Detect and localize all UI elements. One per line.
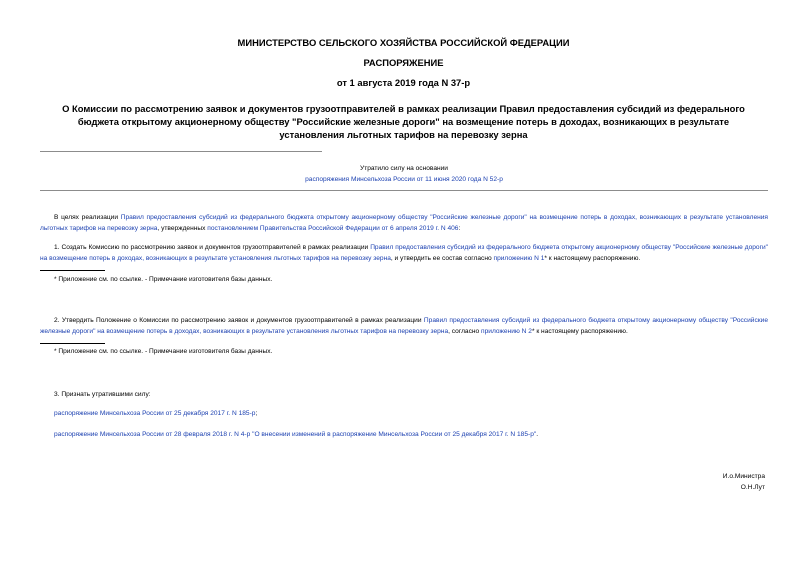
- status-link-row: [40, 176, 768, 183]
- item-3-text: 3. Признать утратившими силу:: [54, 391, 151, 398]
- item-1-text-2: , и утвердить ее состав согласно: [390, 254, 494, 262]
- item-2-rules-link[interactable]: Правил предоставления субсидий из федерального бюджета открытому акционерному обществу "Российские железные дороги" на возмещение потерь в доходах, возникающих в результате установления льготных тарифов на перевозку зерна: [40, 317, 768, 335]
- document-type: РАСПОРЯЖЕНИЕ: [363, 57, 444, 68]
- footnote-divider-1: [40, 270, 105, 271]
- rules-link[interactable]: Правил предоставления субсидий из федерального бюджета открытому акционерному обществу "Российские железные дороги" на возмещение потерь в доходах, возникающих в результате установления льготных тарифов на перевозку зерна: [40, 214, 769, 232]
- item-1-text-1: 1. Создать Комиссию по рассмотрению заявок и документов грузоотправителей в рамках реализации: [54, 244, 371, 251]
- repeal-link[interactable]: распоряжения Минсельхоза России от 11 июня 2020 года N 52-р: [305, 176, 503, 183]
- item-1-paragraph: [40, 243, 768, 264]
- repealed-sep-a: ;: [255, 410, 258, 417]
- repealed-item-a: [40, 409, 768, 420]
- preamble-text-1: В целях реализации: [54, 214, 121, 221]
- footnote-2: * Приложение см. по ссылке. - Примечание изготовителя базы данных.: [54, 348, 273, 355]
- repealed-sep-b: .: [536, 431, 539, 438]
- decree-link[interactable]: постановлением Правительства Российской Федерации от 6 апреля 2019 г. N 406: [207, 224, 459, 232]
- preamble-paragraph: [40, 213, 768, 234]
- signature-name: О.Н.Лут: [740, 484, 765, 491]
- divider-short: [40, 151, 322, 152]
- footnote-divider-2: [40, 343, 105, 344]
- item-1-text-3: * к настоящему распоряжению.: [544, 254, 641, 262]
- appendix-2-link[interactable]: приложению N 2: [481, 327, 532, 335]
- repealed-link-b[interactable]: распоряжение Минсельхоза России от 28 февраля 2018 г. N 4-р "О внесении изменений в распоряжение Минсельхоза России от 25 декабря 2017 г. N 185-р": [54, 431, 537, 438]
- document-title: О Комиссии по рассмотрению заявок и документов грузоотправителей в рамках реализации Правил предоставления субсидий из федерального бюджета открытому акционерному обществу "Российские железные дороги" на возмещение потерь в доходах, возникающих в результате установления льготных тарифов на перевозку зерна: [62, 103, 745, 140]
- signature-position: И.о.Министра: [722, 473, 765, 480]
- repealed-link-a[interactable]: распоряжение Минсельхоза России от 25 декабря 2017 г. N 185-р: [54, 410, 256, 417]
- document-date: от 1 августа 2019 года N 37-р: [336, 77, 471, 88]
- appendix-1-link[interactable]: приложению N 1: [493, 254, 545, 262]
- divider-full: [40, 190, 768, 191]
- item-1-rules-link[interactable]: Правил предоставления субсидий из федерального бюджета открытому акционерному обществу "Российские железные дороги" на возмещение потерь в доходах, возникающих в результате установления льготных тарифов на перевозку зерна: [40, 244, 768, 262]
- item-2-text-2: , согласно: [448, 327, 482, 335]
- ministry-heading: МИНИСТЕРСТВО СЕЛЬСКОГО ХОЗЯЙСТВА РОССИЙСКОЙ ФЕДЕРАЦИИ: [237, 37, 570, 48]
- item-2-text-3: * к настоящему распоряжению.: [531, 327, 628, 335]
- preamble-text-2: , утвержденных: [157, 224, 208, 232]
- repealed-item-b: [40, 430, 768, 441]
- footnote-1: * Приложение см. по ссылке. - Примечание изготовителя базы данных.: [54, 276, 273, 283]
- preamble-text-3: :: [458, 224, 461, 232]
- item-2-text-1: 2. Утвердить Положение о Комиссии по рассмотрению заявок и документов грузоотправителей в рамках реализации: [54, 317, 424, 324]
- item-2-paragraph: [40, 316, 768, 337]
- status-text: Утратило силу на основании: [360, 165, 448, 172]
